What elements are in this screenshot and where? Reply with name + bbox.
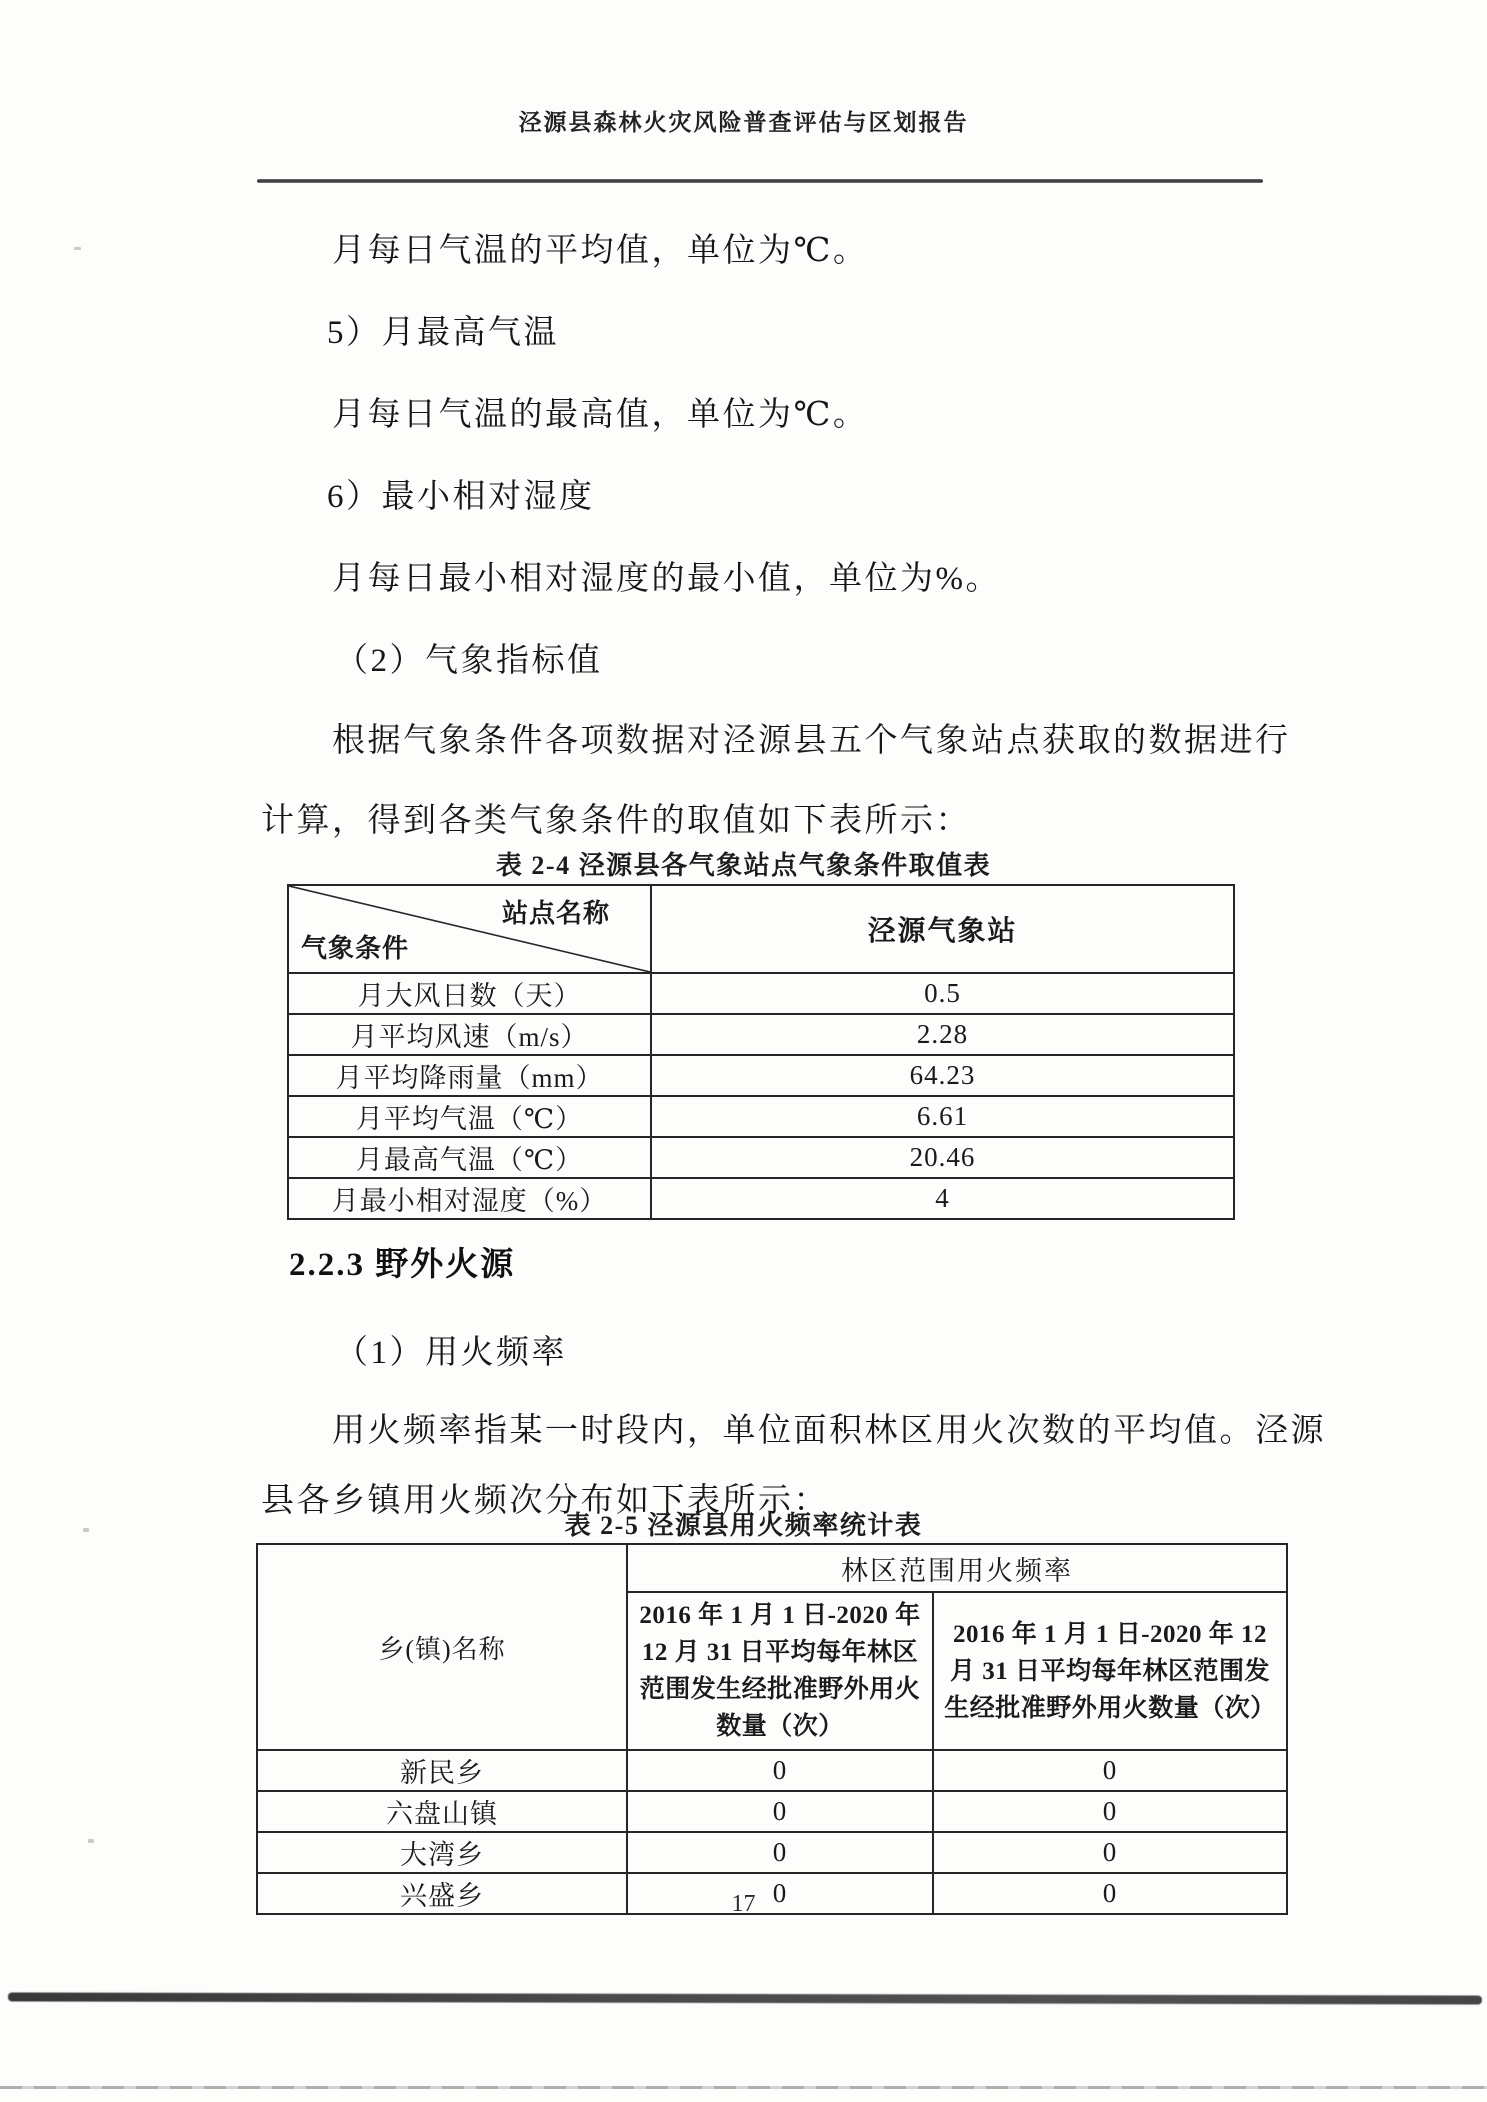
scan-artifact-band	[8, 1992, 1482, 2004]
paragraph-line: 月每日气温的平均值，单位为℃。	[332, 233, 869, 269]
page-header-title: 泾源县森林火灾风险普查评估与区划报告	[518, 110, 969, 135]
scan-artifact-line	[0, 2086, 1487, 2089]
table-row	[288, 1055, 1234, 1096]
paragraph-line: 县各乡镇用火频次分布如下表所示：	[261, 1483, 829, 1519]
table-row	[288, 1014, 1234, 1055]
fire-frequency-table	[256, 1543, 1288, 1915]
corner-label-condition: 气象条件	[301, 934, 410, 963]
table-group-header-row	[257, 1544, 1287, 1592]
list-item-5-heading: 5）月最高气温	[327, 315, 559, 351]
table-row	[288, 1096, 1234, 1137]
row-value-cell: 0.5	[651, 973, 1234, 1014]
scan-artifact	[74, 247, 81, 250]
paragraph-line: 月每日最小相对湿度的最小值，单位为%。	[332, 561, 1001, 597]
value-cell: 0	[627, 1791, 933, 1832]
row-value-cell: 6.61	[651, 1096, 1234, 1137]
paragraph-line: 月每日气温的最高值，单位为℃。	[332, 397, 869, 433]
township-header-cell: 乡(镇)名称	[257, 1544, 627, 1750]
table-2-5-caption: 表 2-5 泾源县用火频率统计表	[564, 1511, 923, 1540]
row-label-cell: 月平均降雨量（mm）	[288, 1055, 651, 1096]
value-cell: 0	[627, 1832, 933, 1873]
subsection-heading: （1）用火频率	[335, 1335, 567, 1371]
table-row	[288, 1137, 1234, 1178]
township-name-cell: 大湾乡	[257, 1832, 627, 1873]
table-row	[257, 1832, 1287, 1873]
township-name-cell: 新民乡	[257, 1750, 627, 1791]
value-cell: 0	[627, 1750, 933, 1791]
page-number: 17	[731, 1891, 756, 1917]
paragraph-line: 用火频率指某一时段内，单位面积林区用火次数的平均值。泾源	[332, 1413, 1326, 1449]
row-value-cell: 20.46	[651, 1137, 1234, 1178]
station-header-cell: 泾源气象站	[651, 885, 1234, 973]
row-label-cell: 月最高气温（℃）	[288, 1137, 651, 1178]
value-cell: 0	[933, 1791, 1287, 1832]
township-name-cell: 兴盛乡	[257, 1873, 627, 1914]
value-cell: 0	[933, 1873, 1287, 1914]
value-cell: 0	[627, 1873, 933, 1914]
value-cell: 0	[933, 1750, 1287, 1791]
subsection-heading: （2）气象指标值	[335, 643, 603, 679]
paragraph-line: 计算，得到各类气象条件的取值如下表所示：	[261, 803, 971, 839]
scan-artifact	[83, 1528, 89, 1532]
row-label-cell: 月平均气温（℃）	[288, 1096, 651, 1137]
list-item-6-heading: 6）最小相对湿度	[327, 479, 595, 515]
row-label-cell: 月最小相对湿度（%）	[288, 1178, 651, 1219]
group-header-cell: 林区范围用火频率	[627, 1544, 1287, 1592]
corner-cell	[288, 885, 651, 973]
corner-label-station: 站点名称	[501, 899, 610, 928]
value-cell: 0	[933, 1832, 1287, 1873]
table-row	[257, 1750, 1287, 1791]
table-row	[257, 1791, 1287, 1832]
weather-values-table	[287, 884, 1235, 1220]
table-2-4-caption: 表 2-4 泾源县各气象站点气象条件取值表	[495, 851, 992, 880]
row-value-cell: 4	[651, 1178, 1234, 1219]
section-heading-2-2-3: 2.2.3 野外火源	[289, 1247, 516, 1283]
township-name-cell: 六盘山镇	[257, 1791, 627, 1832]
subheader-cell-approved-fires-2: 2016 年 1 月 1 日-2020 年 12 月 31 日平均每年林区范围发生经批准野外用火数量（次）	[933, 1592, 1287, 1750]
subheader-cell-approved-fires-1: 2016 年 1 月 1 日-2020 年 12 月 31 日平均每年林区范围发生经批准野外用火数量（次）	[627, 1592, 933, 1750]
row-value-cell: 2.28	[651, 1014, 1234, 1055]
table-row	[288, 1178, 1234, 1219]
row-value-cell: 64.23	[651, 1055, 1234, 1096]
table-header-row	[288, 885, 1234, 973]
header-divider	[257, 179, 1263, 183]
row-label-cell: 月平均风速（m/s）	[288, 1014, 651, 1055]
table-row	[288, 973, 1234, 1014]
paragraph-line: 根据气象条件各项数据对泾源县五个气象站点获取的数据进行	[332, 723, 1291, 759]
scan-artifact	[88, 1839, 94, 1843]
row-label-cell: 月大风日数（天）	[288, 973, 651, 1014]
